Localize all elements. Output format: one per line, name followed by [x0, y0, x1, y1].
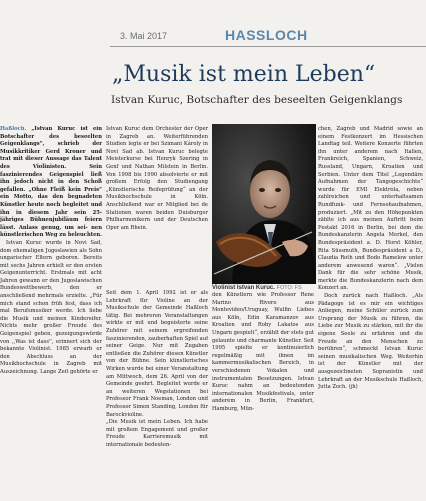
article-subheadline: Istvan Kuruc, Botschafter des beseelten Geigenklangs	[111, 94, 403, 106]
body-paragraph: Istvan Kuruc wurde in Novi Sad, dem ehemaligen Jugoslawien als Sohn ungarischer Eltern geboren. Bereits mit sechs Jahren erhielt er den ersten Geigenunterricht. Erstmals mit acht Jahren gewann er den Jugoslawischen Bundeswettbewerb, den er anschließend mehrmals erzielte. „Für mich stand schon früh fest, dass ich mal Berufsmusiker werde. Ich liebe die Musik und meinen Kindereifer. Nichts mehr großer Freude des Geigenspiel geben, gezeigungswürde von ,,Was ist dass'', erinnert sich der bekannte Violinist. 1985 erwarb er den Abschluss an der Musikhochschule in Zagreb mit Auszeichnung. Lange Zeit gehörte er	[0, 239, 102, 375]
article-column-5	[318, 126, 423, 501]
issue-date: 3. Mai 2017	[120, 31, 168, 41]
violinist-photo	[212, 124, 316, 284]
dateline: Haßloch.	[0, 126, 27, 132]
body-paragraph: Doch zurück nach Haßloch. „Als Pädagoge ist es mir ein wichtiges Anliegen, meine Schüler zurück zum Ursprung der Musik zu führen, die Liebe zur Musik zu stärken, mit ihr die eigene Seele zu erfahren und die Freude an den Menschen zu berühren“, schmeckt Istvan Kuruc seinen musikalischen Weg. Weiterhin ist der Künstler mit der ausgezeichneten Sopranistin und Lehrkraft an der Musikschule Haßloch, Jutta Zoch. (jh)	[318, 293, 423, 391]
header-divider	[110, 46, 426, 47]
body-paragraph: den Künstlern wie Professor Rene Marino Rivero aus Montevideo/Uruguay, Wulfin Liebes aus Köln, Edin Karamanzov aus Kroatien und Roby Lakatos aus Ungarn gespielt“, erzählt der stets gut gelaunte und charmante Künstler. Seit 1995 spielte er kontinuierlich regelmäßig mit ihnen im kammermusikalischen Bereich, in verschiedenen Vokalen und instrumentalen Besetzungen. Istvan Kuruc nahm an bedeutenden internationalen Musikfestivals, unter anderem in Berlin, Frankfurt, Hamburg, Mün-	[212, 292, 314, 412]
body-paragraph: chen, Zagreb und Madrid sowie an einem Festkonzert im Hessischen Landtag teil. Weitere Konzerte führten ihn unter anderem nach Italien, Frankreich, Spanien, Schweiz, Russland, Ungarn, Kroatien und Serbien. Unter dem Titel „Legendäre Aufnahmen der Tangogeschichte“ wurde für EMI Elektrola, neben zahlreichen und unterhaltsamen Rundfunk- und Fernsehaufnahmen, produziert. „Mit zu den Höhepunkten zählte ich aus meinen Auftritt beim Festakt 2016 in Berlin, bei dem die Bundeskanzlerin Angela Merkel, den Bundespräsident a. D. Horst Köhler, Rita Süssmuth, Bundespräsident a D., Claudia Roth und Bodo Ramelow unter anderem anwesend waren“. „Vielen Dank für die sehr schöne Musik, merkte die Bundeskanzlerin nach dem Konzert an.	[318, 126, 423, 292]
section-title: HASSLOCH	[225, 27, 308, 43]
photo-caption	[212, 285, 316, 291]
article-column-1	[0, 126, 102, 501]
article-column-4	[212, 292, 314, 501]
lead-text: „Istvan Kuruc ist ein Botschafter des beseelten Geigenklangs“, schrieb der Musikkritiker Gerd Kroner und trat mit dieser Aussage das Talent des Violinisten. Sein faszinierendes Geigenspiel ließ ihn jedoch nicht in den Schoß gefallen. „Ohne Fleiß kein Preis“ ein Motto, das den begnadeten Künstler heute noch begleitet und ihn in diesem Jahr sein 25-jähriges Bühnenjubiläum feiern lässt. Anlass genug, um sei- nen künstlerischen Weg zu beleuchten.	[0, 126, 102, 239]
caption-text: Violinist Istvan Kuruc.	[212, 285, 275, 291]
violinist-image	[212, 124, 316, 284]
article-headline: „Musik ist mein Leben“	[112, 62, 376, 87]
photo-credit: FOTO: FS	[276, 285, 302, 291]
body-paragraph: Seit dem 1. April 1992 ist er als Lehrkraft für Violine an der Musikschule der Gemeinde Haßloch tätig. Bei mehreren Veranstaltungen wirkte er mit und begeisterte seine Zuhörer mit seinem ergreifenden faszinierenden, zauberhaften Spiel auf seiner Geige. Nur mit Zugaben entließen die Zuhörer diesen Künstler von der Bühne. Sein künstlerisches Wirken wurde bei einer Veranstaltung am Mittwoch, dem 26. April von der Gemeinde geehrt. Begleitet wurde er an weiteren Wegstationen bei Professor Frank Noeman, London und Professor Simon Standing, London für Barockvioline. „Die Musik ist mein Leben. Ich habe mit großem Engagement und großer Freude Karrieremusik mit internationale bedeuten-	[106, 290, 208, 448]
lead-paragraph	[0, 126, 102, 240]
body-paragraph: Istvan Kuruc dem Orchester der Oper in Zagreb an. Weiterführenden Studien legte er bei Szimani Károly in Novi Sad ab. Istvan Kuruc belegte Meisterkurse bei Henryk Szering in Genf und Nathan Milstein in Berlin. Von 1998 bis 1990 absolvierte er mit großem Erfolg den Studiengang „Künstlerische Reifeprüfung“ an der Musikhochschule in Köln. Anschließend war er Mitglied bei de Stationen waren beiden Duisburger Philharmonikern und der Deutschen Oper am Rhein.	[106, 126, 208, 231]
article-column-3	[106, 290, 208, 501]
article-column-2	[106, 126, 208, 236]
